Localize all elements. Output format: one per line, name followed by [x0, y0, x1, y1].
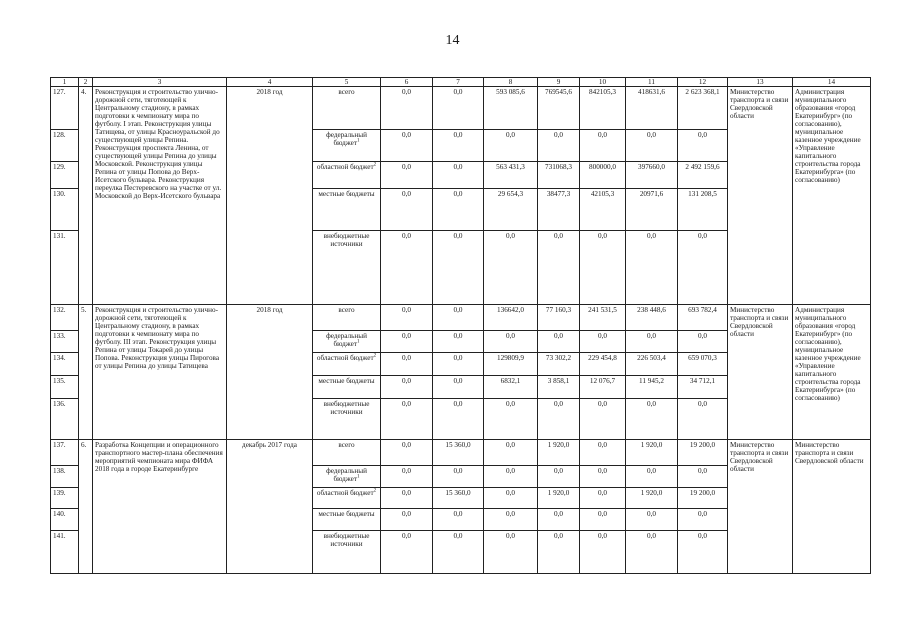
amount-cell: 38477,3 — [538, 189, 580, 231]
footnote-mark: 1 — [357, 339, 360, 345]
amount-cell: 0,0 — [626, 531, 678, 574]
amount-cell: 397660,0 — [626, 162, 678, 189]
amount-cell: 0,0 — [433, 87, 484, 130]
funding-source-label: всего — [338, 88, 355, 96]
amount-cell: 2 623 368,1 — [678, 87, 728, 130]
amount-cell: 29 654,3 — [484, 189, 538, 231]
funding-source-label: местные бюджеты — [318, 510, 375, 518]
amount-cell: 0,0 — [484, 509, 538, 531]
amount-cell: 0,0 — [433, 305, 484, 331]
funding-source — [313, 353, 381, 376]
participant: Администрация муниципального образования «город Екатеринбург» (по согласованию), муниципальное казенное учреждение «Управление капитального строительства города Екатеринбурга» (по согласованию) — [793, 305, 871, 440]
header-cell: 7 — [433, 78, 484, 87]
event-description: Реконструкция и строительство улично-дорожной сети, тяготеющей к Центральному стадиону, в рамках подготовки к чемпионату мира по футболу. III этап. Реконструкция улицы Репина от улицы Токарей до улицы Попова. Реконструкция улицы Пирогова от улицы Репина до улицы Татищева — [93, 305, 227, 440]
amount-cell: 0,0 — [626, 466, 678, 488]
amount-cell: 593 085,6 — [484, 87, 538, 130]
amount-cell: 131 208,5 — [678, 189, 728, 231]
header-cell: 11 — [626, 78, 678, 87]
amount-cell: 1 920,0 — [626, 488, 678, 509]
funding-source-label: областной бюджет — [316, 489, 374, 497]
amount-cell: 731068,3 — [538, 162, 580, 189]
funding-source-label: областной бюджет — [316, 354, 374, 362]
amount-cell: 0,0 — [433, 189, 484, 231]
funding-source — [313, 399, 381, 440]
funding-source — [313, 305, 381, 331]
amount-cell: 0,0 — [433, 531, 484, 574]
amount-cell: 0,0 — [538, 231, 580, 305]
amount-cell: 563 431,3 — [484, 162, 538, 189]
program-table — [50, 77, 871, 574]
amount-cell: 0,0 — [433, 399, 484, 440]
row-number: 140. — [51, 509, 79, 531]
row-number: 134. — [51, 353, 79, 376]
execution-period: декабрь 2017 года — [227, 440, 313, 574]
footnote-mark: 1 — [357, 474, 360, 480]
funding-source — [313, 531, 381, 574]
amount-cell: 0,0 — [433, 353, 484, 376]
funding-source — [313, 376, 381, 399]
header-cell: 6 — [381, 78, 433, 87]
funding-source-label: местные бюджеты — [318, 190, 375, 198]
group-index: 4. — [79, 87, 93, 305]
funding-source — [313, 440, 381, 466]
amount-cell: 0,0 — [381, 531, 433, 574]
amount-cell: 0,0 — [381, 331, 433, 353]
row-number: 132. — [51, 305, 79, 331]
amount-cell: 800000,0 — [580, 162, 626, 189]
amount-cell: 0,0 — [580, 130, 626, 162]
amount-cell: 0,0 — [580, 231, 626, 305]
funding-source-label: местные бюджеты — [318, 377, 375, 385]
amount-cell: 0,0 — [580, 399, 626, 440]
amount-cell: 11 945,2 — [626, 376, 678, 399]
footnote-mark: 2 — [373, 488, 377, 494]
funding-source-label: федеральный бюджет — [326, 131, 367, 147]
amount-cell: 0,0 — [381, 87, 433, 130]
amount-cell: 0,0 — [381, 488, 433, 509]
amount-cell: 693 782,4 — [678, 305, 728, 331]
execution-period: 2018 год — [227, 305, 313, 440]
funding-source-label: внебюджетные источники — [323, 232, 370, 248]
amount-cell: 0,0 — [484, 531, 538, 574]
amount-cell: 418631,6 — [626, 87, 678, 130]
funding-source-label: внебюджетные источники — [323, 400, 370, 416]
table-row — [51, 440, 871, 466]
amount-cell: 0,0 — [538, 509, 580, 531]
row-number: 133. — [51, 331, 79, 353]
funding-source-label: федеральный бюджет — [326, 332, 367, 348]
amount-cell: 0,0 — [381, 353, 433, 376]
amount-cell: 0,0 — [538, 130, 580, 162]
amount-cell: 0,0 — [626, 231, 678, 305]
amount-cell: 241 531,5 — [580, 305, 626, 331]
amount-cell: 769545,6 — [538, 87, 580, 130]
participant: Администрация муниципального образования «город Екатеринбург» (по согласованию), муниципальное казенное учреждение «Управление капитального строительства города Екатеринбурга» (по согласованию) — [793, 87, 871, 305]
header-row — [51, 78, 871, 87]
amount-cell: 0,0 — [678, 399, 728, 440]
header-cell: 10 — [580, 78, 626, 87]
amount-cell: 0,0 — [484, 130, 538, 162]
header-cell: 8 — [484, 78, 538, 87]
amount-cell: 0,0 — [484, 399, 538, 440]
funding-source — [313, 87, 381, 130]
row-number: 136. — [51, 399, 79, 440]
amount-cell: 0,0 — [678, 130, 728, 162]
table-row — [51, 305, 871, 331]
amount-cell: 0,0 — [381, 440, 433, 466]
group-index: 6. — [79, 440, 93, 574]
amount-cell: 0,0 — [538, 331, 580, 353]
responsible-executor: Министерство транспорта и связи Свердловской области — [728, 305, 793, 440]
funding-source-label: областной бюджет — [316, 163, 374, 171]
amount-cell: 77 160,3 — [538, 305, 580, 331]
footnote-mark: 1 — [357, 138, 360, 144]
amount-cell: 1 920,0 — [538, 440, 580, 466]
amount-cell: 0,0 — [484, 231, 538, 305]
header-cell: 12 — [678, 78, 728, 87]
amount-cell: 136642,0 — [484, 305, 538, 331]
amount-cell: 0,0 — [538, 531, 580, 574]
amount-cell: 1 920,0 — [626, 440, 678, 466]
amount-cell: 0,0 — [678, 231, 728, 305]
amount-cell: 0,0 — [433, 130, 484, 162]
amount-cell: 0,0 — [381, 399, 433, 440]
funding-source — [313, 488, 381, 509]
row-number: 128. — [51, 130, 79, 162]
header-cell: 5 — [313, 78, 381, 87]
amount-cell: 0,0 — [580, 466, 626, 488]
responsible-executor: Министерство транспорта и связи Свердловской области — [728, 87, 793, 305]
row-number: 127. — [51, 87, 79, 130]
amount-cell: 0,0 — [678, 331, 728, 353]
amount-cell: 238 448,6 — [626, 305, 678, 331]
amount-cell: 1 920,0 — [538, 488, 580, 509]
amount-cell: 0,0 — [433, 509, 484, 531]
funding-source-label: всего — [338, 306, 355, 314]
amount-cell: 0,0 — [381, 376, 433, 399]
amount-cell: 0,0 — [580, 488, 626, 509]
amount-cell: 0,0 — [381, 231, 433, 305]
amount-cell: 0,0 — [484, 466, 538, 488]
amount-cell: 0,0 — [381, 162, 433, 189]
amount-cell: 6832,1 — [484, 376, 538, 399]
funding-source-label: всего — [338, 441, 355, 449]
funding-source — [313, 231, 381, 305]
amount-cell: 0,0 — [626, 331, 678, 353]
amount-cell: 0,0 — [580, 331, 626, 353]
amount-cell: 842105,3 — [580, 87, 626, 130]
footnote-mark: 2 — [373, 353, 377, 359]
amount-cell: 0,0 — [381, 466, 433, 488]
funding-source-label: федеральный бюджет — [326, 467, 367, 483]
amount-cell: 15 360,0 — [433, 488, 484, 509]
row-number: 130. — [51, 189, 79, 231]
group-index: 5. — [79, 305, 93, 440]
amount-cell: 0,0 — [678, 531, 728, 574]
header-cell: 3 — [93, 78, 227, 87]
header-cell: 4 — [227, 78, 313, 87]
amount-cell: 0,0 — [433, 466, 484, 488]
row-number: 129. — [51, 162, 79, 189]
amount-cell: 659 070,3 — [678, 353, 728, 376]
amount-cell: 0,0 — [626, 130, 678, 162]
row-number: 137. — [51, 440, 79, 466]
amount-cell: 2 492 159,6 — [678, 162, 728, 189]
event-description: Разработка Концепции и операционного транспортного мастер-плана обеспечения мероприятий чемпионата мира ФИФА 2018 года в городе Екатеринбурге — [93, 440, 227, 574]
row-number: 135. — [51, 376, 79, 399]
row-number: 138. — [51, 466, 79, 488]
amount-cell: 19 200,0 — [678, 440, 728, 466]
amount-cell: 0,0 — [580, 509, 626, 531]
row-number: 131. — [51, 231, 79, 305]
amount-cell: 226 503,4 — [626, 353, 678, 376]
amount-cell: 15 360,0 — [433, 440, 484, 466]
funding-source-label: внебюджетные источники — [323, 532, 370, 548]
amount-cell: 0,0 — [381, 509, 433, 531]
amount-cell: 0,0 — [626, 509, 678, 531]
amount-cell: 12 076,7 — [580, 376, 626, 399]
execution-period: 2018 год — [227, 87, 313, 305]
amount-cell: 0,0 — [433, 376, 484, 399]
amount-cell: 42105,3 — [580, 189, 626, 231]
event-description: Реконструкция и строительство улично-дорожной сети, тяготеющей к Центральному стадиону, в рамках подготовки к чемпионату мира по футболу. I этап. Реконструкция улицы Татищева, от улицы Красноуральской до существующей улицы Репина. Реконструкция проспекта Ленина, от существующей улицы Репина до улицы Московской. Реконструкция улицы Репина от улицы Попова до Верх-Исетского бульвара. Реконструкция переулка Пестеревского на участке от ул. Московской до Верх-Исетского бульвара — [93, 87, 227, 305]
amount-cell: 0,0 — [626, 399, 678, 440]
funding-source — [313, 189, 381, 231]
header-cell: 2 — [79, 78, 93, 87]
amount-cell: 0,0 — [484, 488, 538, 509]
amount-cell: 0,0 — [538, 466, 580, 488]
responsible-executor: Министерство транспорта и связи Свердловской области — [728, 440, 793, 574]
amount-cell: 0,0 — [381, 305, 433, 331]
page-number: 14 — [445, 33, 460, 48]
participant: Министерство транспорта и связи Свердловской области — [793, 440, 871, 574]
amount-cell: 3 858,1 — [538, 376, 580, 399]
amount-cell: 229 454,8 — [580, 353, 626, 376]
row-number: 139. — [51, 488, 79, 509]
amount-cell: 73 302,2 — [538, 353, 580, 376]
header-cell: 9 — [538, 78, 580, 87]
amount-cell: 0,0 — [580, 531, 626, 574]
amount-cell: 0,0 — [433, 162, 484, 189]
funding-source — [313, 162, 381, 189]
amount-cell: 0,0 — [381, 130, 433, 162]
footnote-mark: 2 — [373, 162, 377, 168]
row-number: 141. — [51, 531, 79, 574]
header-cell: 13 — [728, 78, 793, 87]
amount-cell: 0,0 — [678, 466, 728, 488]
amount-cell: 0,0 — [433, 231, 484, 305]
amount-cell: 19 200,0 — [678, 488, 728, 509]
amount-cell: 34 712,1 — [678, 376, 728, 399]
table-row — [51, 87, 871, 130]
amount-cell: 0,0 — [381, 189, 433, 231]
amount-cell: 0,0 — [678, 509, 728, 531]
funding-source — [313, 130, 381, 162]
amount-cell: 0,0 — [484, 440, 538, 466]
funding-source — [313, 331, 381, 353]
funding-source — [313, 509, 381, 531]
amount-cell: 0,0 — [538, 399, 580, 440]
header-cell: 14 — [793, 78, 871, 87]
amount-cell: 0,0 — [433, 331, 484, 353]
amount-cell: 20971,6 — [626, 189, 678, 231]
amount-cell: 129809,9 — [484, 353, 538, 376]
funding-source — [313, 466, 381, 488]
amount-cell: 0,0 — [580, 440, 626, 466]
header-cell: 1 — [51, 78, 79, 87]
amount-cell: 0,0 — [484, 331, 538, 353]
